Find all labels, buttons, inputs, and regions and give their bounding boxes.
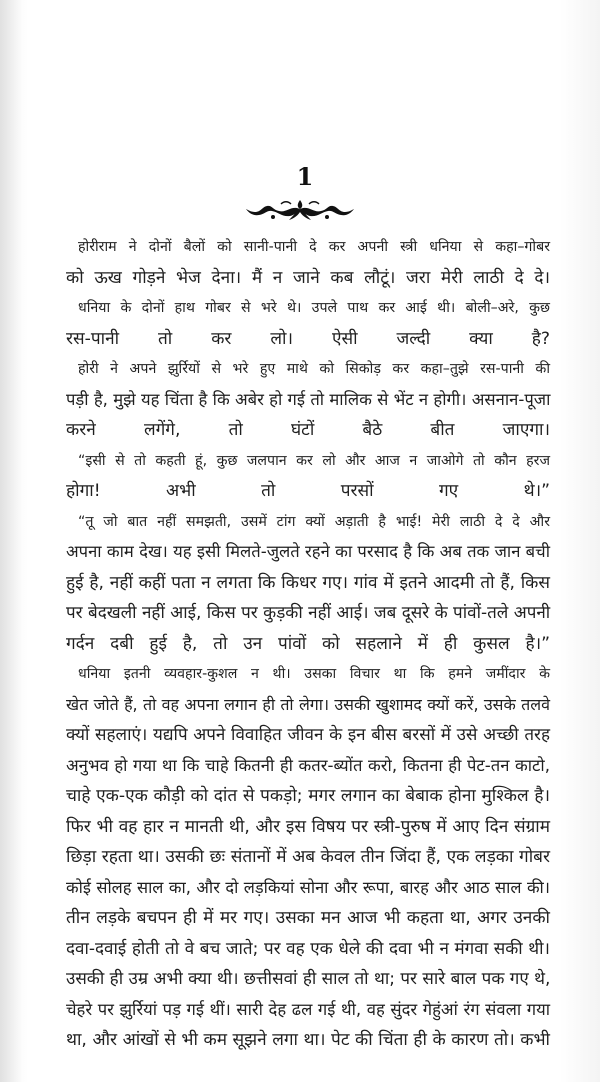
text-line: क्यों सहलाएं। यद्यपि अपने विवाहित जीवन के इन बीस बरसों में उसे अच्छी तरह [66, 725, 550, 745]
paragraph-3 [66, 354, 550, 446]
paragraph-4 [66, 446, 550, 507]
text-line: अनुभव हो गया था कि चाहे कितनी ही कतर-ब्योंत करो, कितना ही पेट-तन काटो, [66, 755, 550, 775]
text-line: गर्दन दबी हुई है, तो उन पांवों को सहलाने में ही कुसल है।” [66, 633, 550, 654]
text-line: पड़ी है, मुझे यह चिंता है कि अबेर हो गई तो मालिक से भेंट न होगी। असनान-पूजा [66, 389, 551, 409]
paragraph-6 [66, 659, 550, 1056]
main-text [66, 232, 550, 1056]
text-line: होगा! अभी तो परसों गए थे।” [66, 481, 550, 501]
text-line: को ऊख गोड़ने भेज देना। मैं न जाने कब लौटूं। जरा मेरी लाठी दे दे। [66, 267, 550, 288]
text-line: पर बेदखली नहीं आई, किस पर कुड़की नहीं आई। जब दूसरे के पांवों-तले अपनी [66, 603, 551, 623]
text-line: धनिया इतनी व्यवहार-कुशल न थी। उसका विचार था कि हमने जमींदार के [78, 666, 550, 682]
text-line: उसकी ही उम्र अभी क्या थी। छत्तीसवां ही साल तो था; पर सारे बाल पक गए थे, [66, 969, 551, 989]
text-line: करने लगेंगे, तो घंटों बैठे बीत जाएगा। [66, 420, 550, 440]
text-line: रस-पानी तो कर लो। ऐसी जल्दी क्या है? [66, 328, 550, 349]
ornament-icon [243, 196, 357, 224]
text-line: चाहे एक-एक कौड़ी को दांत से पकड़ो; मगर लगान का बेबाक होना मुश्किल है। [66, 786, 550, 806]
chapter-number: 1 [296, 162, 314, 191]
text-line: होरी ने अपने झुर्रियों से भरे हुए माथे को सिकोड़ कर कहा–तुझे रस-पानी की [78, 361, 550, 377]
text-line: था, और आंखों से भी कम सूझने लगा था। पेट की चिंता ही के कारण तो। कभी [66, 1030, 550, 1050]
text-line: दवा-दवाई होती तो वे बच जाते; पर वह एक धेले की दवा भी न मंगवा सकी थी। [66, 938, 550, 959]
text-line: होरीराम ने दोनों बैलों को सानी-पानी दे कर अपनी स्त्री धनिया से कहा–गोबर [78, 239, 550, 255]
text-line: तीन लड़के बचपन ही में मर गए। उसका मन आज भी कहता था, अगर उनकी [66, 908, 550, 928]
text-line: अपना काम देख। यह इसी मिलते-जुलते रहने का परसाद है कि अब तक जान बची [66, 542, 550, 561]
paragraph-5 [66, 507, 550, 660]
text-line: हुई है, नहीं कहीं पता न लगता कि किधर गए। गांव में इतने आदमी तो हैं, किस [66, 572, 550, 593]
chapter-header [0, 162, 600, 224]
text-line: धनिया के दोनों हाथ गोबर से भरे थे। उपले पाथ कर आई थी। बोली–अरे, कुछ [78, 300, 550, 316]
text-line: छिड़ा रहता था। उसकी छः संतानों में अब केवल तीन जिंदा हैं, एक लड़का गोबर [66, 847, 550, 867]
text-line: खेत जोते हैं, तो वह अपना लगान ही तो लेगा। उसकी खुशामद क्यों करें, उसके तलवे [66, 694, 550, 714]
paragraph-1 [66, 232, 550, 293]
text-line: “तू जो बात नहीं समझती, उसमें टांग क्यों अड़ाती है भाई! मेरी लाठी दे दे और [78, 513, 550, 530]
text-line: कोई सोलह साल का, और दो लड़कियां सोना और रूपा, बारह और आठ साल की। [66, 877, 550, 897]
text-line: चेहरे पर झुर्रियां पड़ गई थीं। सारी देह ढल गई थी, वह सुंदर गेहुंआं रंग संवला गया [66, 999, 550, 1019]
paragraph-2 [66, 293, 550, 354]
text-line: फिर भी वह हार न मानती थी, और इस विषय पर स्त्री-पुरुष में आए दिन संग्राम [66, 816, 550, 837]
text-line: “इसी से तो कहती हूं, कुछ जलपान कर लो और आज न जाओगे तो कौन हरज [78, 452, 550, 469]
